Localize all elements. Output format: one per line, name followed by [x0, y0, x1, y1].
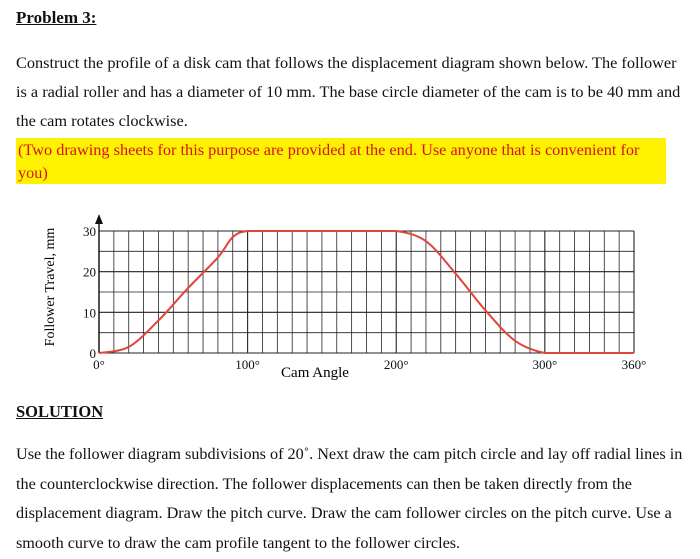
- x-axis-label: Cam Angle: [281, 365, 349, 381]
- solution-title: SOLUTION: [16, 402, 104, 421]
- x-tick-label: 100°: [235, 357, 260, 372]
- y-tick-label: 20: [83, 264, 96, 280]
- displacement-diagram: [38, 210, 658, 390]
- drawing-sheets-note: (Two drawing sheets for this purpose are provided at the end. Use anyone that is convenient for you): [16, 138, 666, 184]
- chart-grid: [99, 231, 634, 353]
- problem-statement: Construct the profile of a disk cam that follows the displacement diagram shown below. The follower is a radial roller and has a diameter of 10 mm. The base circle diameter of the cam is to be 40 mm and the cam rotates clockwise.: [16, 53, 681, 130]
- x-tick-label: 200°: [383, 357, 409, 372]
- y-tick-label: 30: [83, 224, 96, 239]
- x-tick-label: 300°: [532, 357, 558, 372]
- y-axis-label: Follower Travel, mm: [43, 227, 58, 347]
- solution-text: Use the follower diagram subdivisions of 20˚. Next draw the cam pitch circle and lay off radial lines in the counterclockwise direction. The follower displacements can then be taken directly from the displacement diagram. Draw the pitch curve. Draw the cam follower circles on the pitch curve. Use a smooth curve to draw the cam profile tangent to the follower circles.: [16, 445, 683, 552]
- tick-labels: [83, 224, 646, 372]
- x-tick-label: 0°: [93, 357, 105, 372]
- problem-title: Problem 3:: [16, 8, 97, 27]
- y-axis-arrow: [95, 214, 103, 224]
- x-tick-label: 360°: [621, 357, 647, 372]
- y-tick-label: 10: [83, 305, 96, 321]
- y-tick-label: 0: [89, 346, 96, 361]
